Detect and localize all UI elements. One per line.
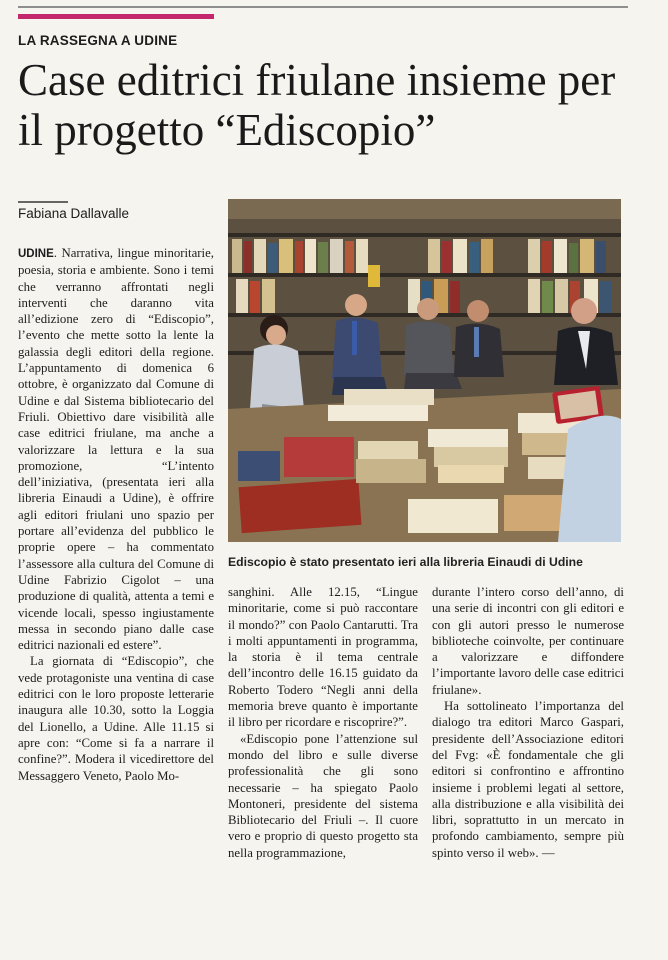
paragraph: Ha sottolineato l’importanza del dialogo tra editori Marco Gaspari, presidente dell’Associazione editori del Fvg: «È fondamentale che gli editori si confrontino e affrontino insieme i problemi legati al settore, alla distribuzione e alla visibilità dei libri, soprattutto in un mercato in profondo cambiamento, sempre più spinto verso il web». —: [432, 699, 624, 860]
paragraph-text: . Narrativa, lingue minoritarie, poesia, storia e ambiente. Sono i temi che verranno affrontati negli interventi che daranno vita all’edizione zero di “Ediscopio”, l’evento che mette sotto la lente la galassia degli editori della regione. L’appuntamento di domenica 6 ottobre, è organizzato dal Comune di Udine e dal Sistema bibliotecario del Friuli. Obiettivo dare visibilità alle case editrici friulane, ma anche a valorizzare la lettura e la sua promozione, “L’intento dell’iniziativa, (presentata ieri alla libreria Einaudi a Udine), è offrire agli editori friulani uno spazio per portare all’evidenza del pubblico le proprie opere – ha commentato l’assessore alla cultura del Comune di Udine Fabrizio Cigolot – una produzione di qualità, attenta a temi e vicende locali, spesso ingiustamente messa in secondo piano dalle case editrici nazionali ed estere”.: [18, 246, 214, 653]
section-kicker: LA RASSEGNA A UDINE: [18, 33, 178, 48]
headline: Case editrici friulane insieme per il progetto “Ediscopio”: [18, 55, 616, 155]
paragraph: «Ediscopio pone l’attenzione sul mondo del libro e sulle diverse professionalità che gli sono necessarie – ha spiegato Paolo Montoneri, presidente del sistema Bibliotecario del Friuli –. Il cuore vero e proprio di questo progetto sta nella programmazione,: [228, 731, 418, 860]
byline-rule: [18, 201, 68, 203]
paragraph: durante l’intero corso dell’anno, di una serie di incontri con gli editori e con gli autori presso le numerose biblioteche coinvolte, per continuare a valorizzare e diffondere l’importante lavoro delle case editrici friulane».: [432, 585, 624, 697]
article-column-3: [432, 584, 624, 861]
dateline: UDINE: [18, 248, 54, 260]
article-column-1: [18, 245, 214, 784]
photo-caption: Ediscopio è stato presentato ieri alla libreria Einaudi di Udine: [228, 555, 583, 569]
paragraph: La giornata di “Ediscopio”, che vede protagoniste una ventina di case editrici con le loro proposte letterarie inaugura alle 10.30, sotto la Loggia del Lionello, a Udine. Alle 11.15 si apre con: “Come si fa a narrare il confine?”. Modera il vicedirettore del Messaggero Veneto, Paolo Mo-: [18, 654, 214, 783]
paragraph: sanghini. Alle 12.15, “Lingue minoritarie, come si può raccontare il mondo?” con Paolo Cantarutti. Tra i molti appuntamenti in programma, la storia è il tema centrale dell’incontro delle 16.15 guidato da Roberto Todero “Negli anni della memoria breve quanto è importante il libro per ricordare e riscoprire?”.: [228, 585, 418, 730]
article-column-2: [228, 584, 418, 861]
byline: Fabiana Dallavalle: [18, 206, 130, 221]
top-rule: [18, 6, 628, 8]
paragraph: [18, 245, 214, 653]
section-accent-bar: [18, 14, 214, 19]
article-photo: [228, 199, 621, 542]
